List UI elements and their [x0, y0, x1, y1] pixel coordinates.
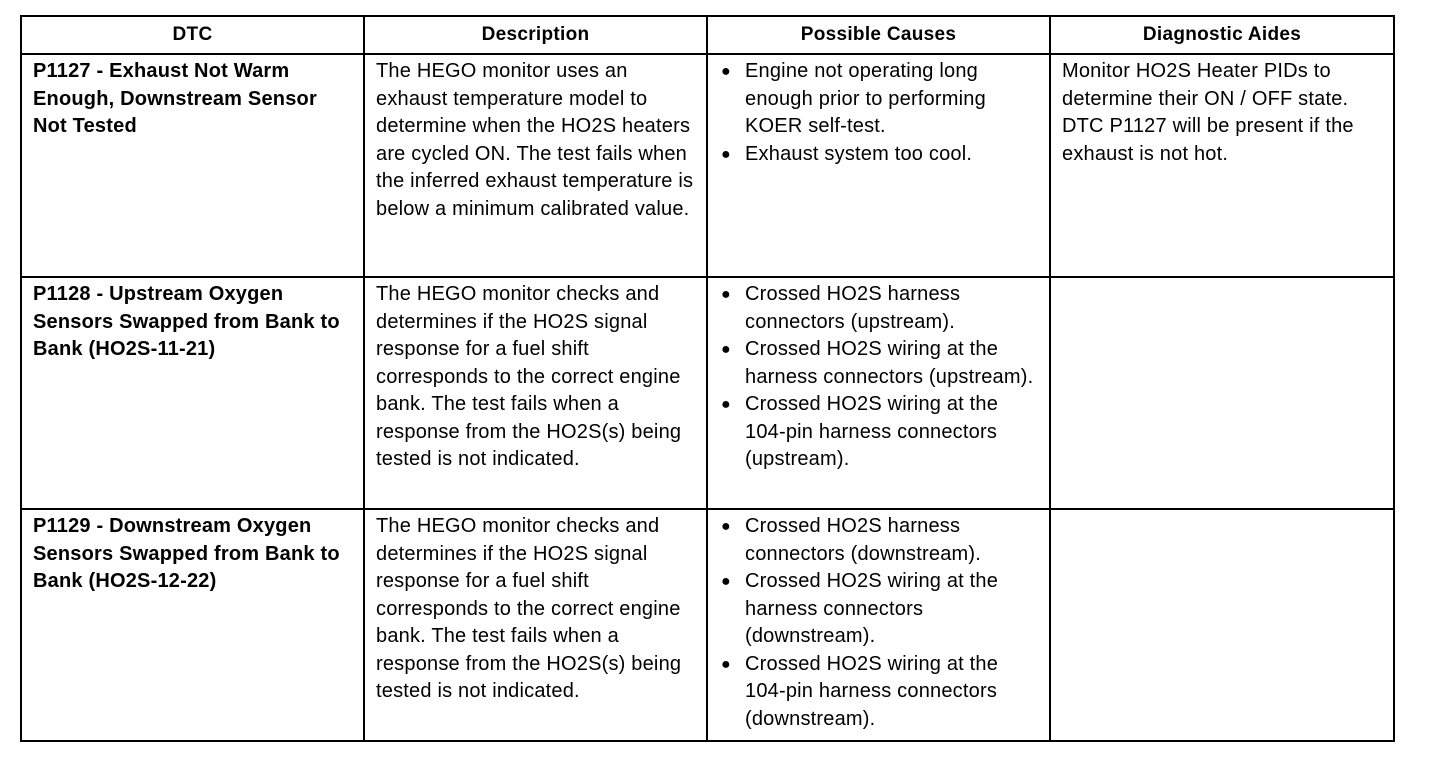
causes-list	[719, 58, 1040, 168]
cause-text: Crossed HO2S harness connectors (downstream).	[745, 515, 982, 565]
causes-cell	[707, 54, 1050, 277]
cause-item	[719, 513, 1040, 568]
cause-item	[719, 336, 1040, 391]
cause-text: Crossed HO2S wiring at the 104-pin harness connectors (downstream).	[745, 652, 999, 730]
cause-item	[719, 58, 1040, 141]
bullet-icon: ●	[721, 396, 731, 413]
cause-item	[719, 568, 1040, 651]
header-dtc: DTC	[21, 16, 364, 54]
causes-list	[719, 281, 1040, 474]
cause-item	[719, 281, 1040, 336]
cause-text: Crossed HO2S harness connectors (upstream).	[745, 283, 961, 333]
dtc-code-cell: P1128 - Upstream Oxygen Sensors Swapped from Bank to Bank (HO2S-11-21)	[21, 277, 364, 509]
dtc-table	[20, 15, 1395, 742]
header-row	[21, 16, 1394, 54]
diagnostic-aides-cell	[1050, 509, 1394, 741]
diagnostic-aides-cell	[1050, 277, 1394, 509]
cause-item	[719, 141, 1040, 169]
diagnostic-aides-cell: Monitor HO2S Heater PIDs to determine their ON / OFF state. DTC P1127 will be present if the exhaust is not hot.	[1050, 54, 1394, 277]
description-cell: The HEGO monitor uses an exhaust temperature model to determine when the HO2S heaters are cycled ON. The test fails when the inferred exhaust temperature is below a minimum calibrated value.	[364, 54, 707, 277]
bullet-icon: ●	[721, 655, 731, 673]
dtc-code-cell: P1129 - Downstream Oxygen Sensors Swapped from Bank to Bank (HO2S-12-22)	[21, 509, 364, 741]
bullet-icon: ●	[721, 145, 731, 163]
description-cell: The HEGO monitor checks and determines if the HO2S signal response for a fuel shift corresponds to the correct engine bank. The test fails when a response from the HO2S(s) being tested is not indicated.	[364, 277, 707, 509]
bullet-icon: ●	[721, 341, 731, 358]
causes-cell	[707, 277, 1050, 509]
bullet-icon: ●	[721, 63, 731, 80]
table-row	[21, 277, 1394, 509]
header-possible-causes: Possible Causes	[707, 16, 1050, 54]
description-cell: The HEGO monitor checks and determines if the HO2S signal response for a fuel shift corresponds to the correct engine bank. The test fails when a response from the HO2S(s) being tested is not indicated.	[364, 509, 707, 741]
cause-text: Crossed HO2S wiring at the 104-pin harness connectors (upstream).	[745, 393, 999, 470]
table-row	[21, 509, 1394, 741]
table-row	[21, 54, 1394, 277]
bullet-icon: ●	[721, 518, 731, 535]
dtc-code-cell: P1127 - Exhaust Not Warm Enough, Downstream Sensor Not Tested	[21, 54, 364, 277]
cause-item	[719, 391, 1040, 474]
bullet-icon: ●	[721, 286, 731, 303]
causes-cell	[707, 509, 1050, 741]
header-diagnostic-aides: Diagnostic Aides	[1050, 16, 1394, 54]
cause-item	[719, 651, 1040, 734]
bullet-icon: ●	[721, 573, 731, 590]
cause-text: Crossed HO2S wiring at the harness connectors (downstream).	[745, 570, 999, 647]
header-description: Description	[364, 16, 707, 54]
cause-text: Exhaust system too cool.	[745, 142, 973, 165]
causes-list	[719, 513, 1040, 733]
cause-text: Engine not operating long enough prior to performing KOER self-test.	[745, 60, 986, 137]
cause-text: Crossed HO2S wiring at the harness connectors (upstream).	[745, 338, 1034, 388]
